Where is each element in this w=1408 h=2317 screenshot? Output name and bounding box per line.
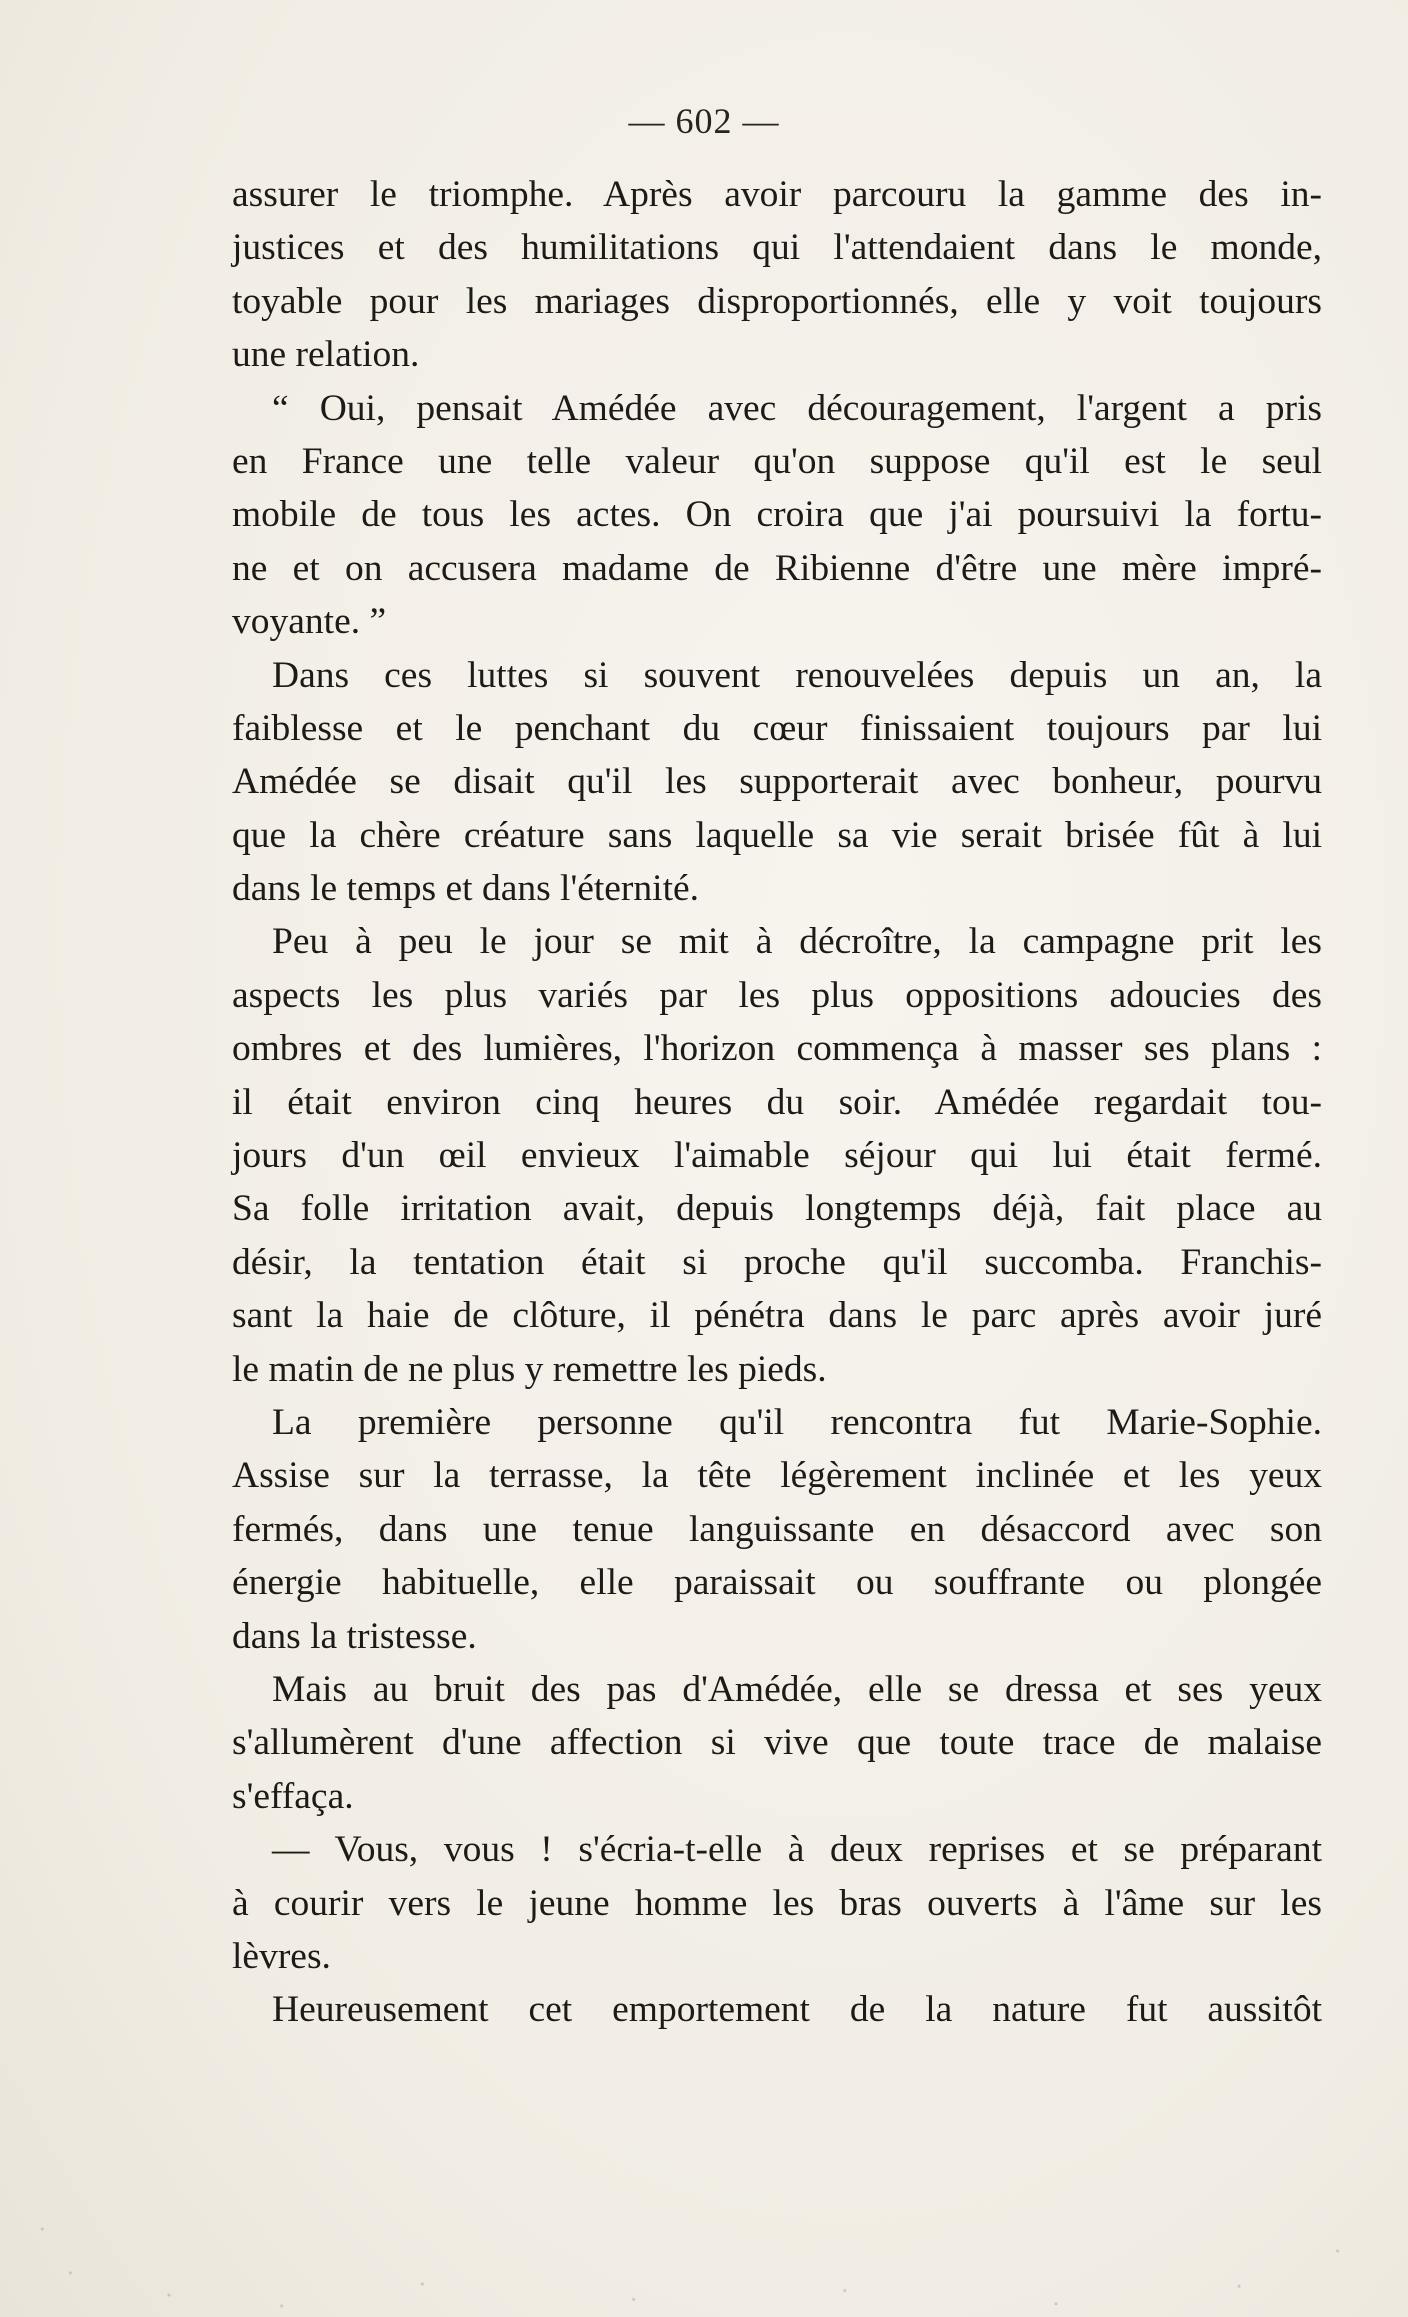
text-line: assurer le triomphe. Après avoir parcouru la gamme des in- — [232, 174, 1322, 215]
text-line: désir, la tentation était si proche qu'il succomba. Franchis- — [232, 1241, 1322, 1283]
text-line: jours d'un œil envieux l'aimable séjour qui lui était fermé. — [232, 1135, 1322, 1177]
text-line: Assise sur la terrasse, la tête légèrement inclinée et les yeux — [232, 1455, 1322, 1497]
text-line: ne et on accusera madame de Ribienne d'être une mère impré- — [232, 547, 1322, 589]
text-line: voyante. ” — [232, 601, 387, 643]
page-number: — 602 — — [628, 101, 780, 141]
text-line: lèvres. — [232, 1935, 331, 1977]
text-line: s'effaça. — [232, 1775, 354, 1817]
text-line: — Vous, vous ! s'écria-t-elle à deux reprises et se préparant — [272, 1829, 1322, 1871]
text-line: il était environ cinq heures du soir. Amédée regardait tou- — [232, 1081, 1322, 1123]
paper-speckle-texture — [0, 2097, 1408, 2317]
text-line: Amédée se disait qu'il les supporterait avec bonheur, pourvu — [232, 761, 1322, 803]
text-line: faiblesse et le penchant du cœur finissaient toujours par lui — [232, 707, 1322, 749]
text-line: une relation. — [232, 334, 420, 376]
text-line: Sa folle irritation avait, depuis longtemps déjà, fait place au — [232, 1188, 1322, 1230]
text-line: le matin de ne plus y remettre les pieds. — [232, 1348, 827, 1390]
text-line: La première personne qu'il rencontra fut Marie-Sophie. — [272, 1401, 1322, 1443]
text-line: dans le temps et dans l'éternité. — [232, 868, 700, 910]
text-line: aspects les plus variés par les plus oppositions adoucies des — [232, 974, 1322, 1016]
text-line: Dans ces luttes si souvent renouvelées depuis un an, la — [272, 654, 1322, 696]
text-line: Heureusement cet emportement de la nature fut aussitôt — [272, 1989, 1322, 2031]
text-line: toyable pour les mariages disproportionnés, elle y voit toujours — [232, 280, 1322, 322]
text-line: mobile de tous les actes. On croira que j'ai poursuivi la fortu- — [232, 494, 1322, 536]
text-line: dans la tristesse. — [232, 1615, 477, 1657]
text-line: fermés, dans une tenue languissante en désaccord avec son — [232, 1508, 1322, 1550]
text-line: énergie habituelle, elle paraissait ou souffrante ou plongée — [232, 1562, 1322, 1604]
text-line: en France une telle valeur qu'on suppose qu'il est le seul — [232, 440, 1322, 482]
text-line: Peu à peu le jour se mit à décroître, la campagne prit les — [272, 921, 1322, 963]
text-line: s'allumèrent d'une affection si vive que toute trace de malaise — [232, 1722, 1322, 1764]
text-line: “ Oui, pensait Amédée avec découragement, l'argent a pris — [272, 387, 1322, 429]
text-line: ombres et des lumières, l'horizon commença à masser ses plans : — [232, 1028, 1322, 1070]
text-line: sant la haie de clôture, il pénétra dans le parc après avoir juré — [232, 1295, 1322, 1337]
text-line: justices et des humilitations qui l'attendaient dans le monde, — [232, 227, 1322, 269]
text-line: que la chère créature sans laquelle sa vie serait brisée fût à lui — [232, 814, 1322, 856]
text-line: Mais au bruit des pas d'Amédée, elle se dressa et ses yeux — [272, 1668, 1322, 1710]
text-line: à courir vers le jeune homme les bras ouverts à l'âme sur les — [232, 1882, 1322, 1924]
page-body-text — [232, 168, 1322, 2037]
